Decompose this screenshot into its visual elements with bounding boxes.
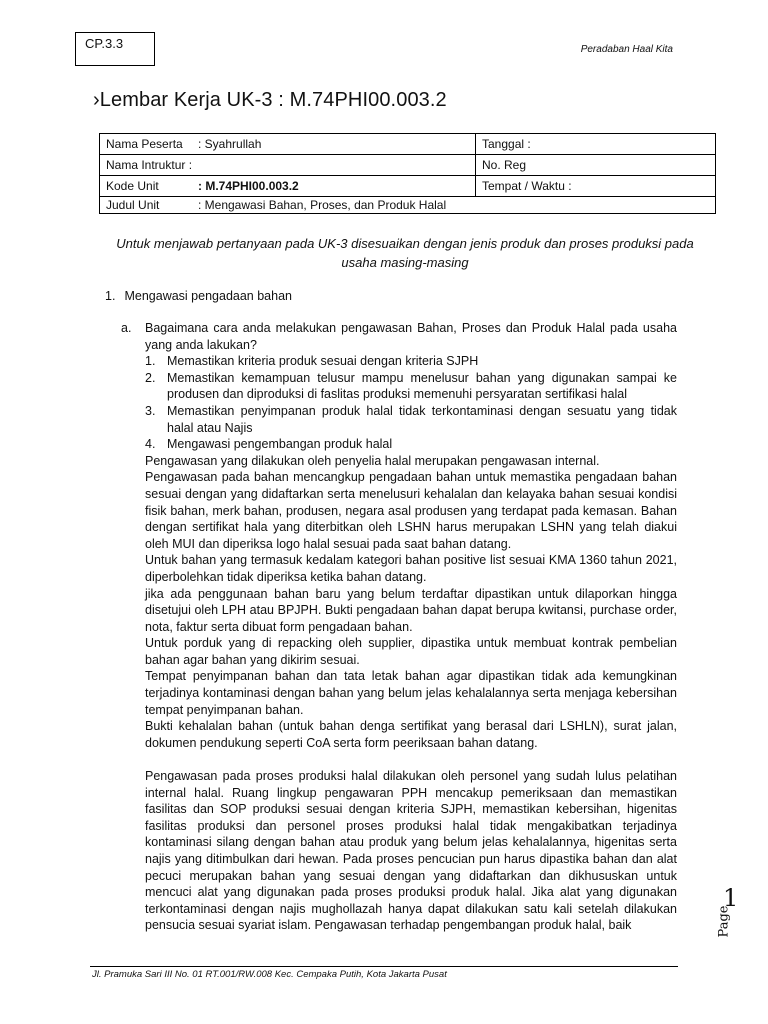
code-box [75,32,155,66]
tanggal-cell: Tanggal : [476,134,716,155]
footer-address: Jl. Pramuka Sari III No. 01 RT.001/RW.008 Kec. Cempaka Putih, Kota Jakarta Pusat [92,969,447,980]
question-letter: a. [121,321,132,335]
tempat-waktu-cell: Tempat / Waktu : [476,176,716,197]
header-tagline: Peradaban Haal Kita [580,44,673,55]
judul-unit-cell [100,197,716,214]
process-paragraph: Pengawasan pada proses produksi halal dilakukan oleh personel yang sudah lulus pelatihan internal halal. Ruang lingkup pengawaran PPH mencakup pemeriksaan dan memastikan fasilitas dan SOP produksi sesuai dengan kriteria SJPH, memastikan kebersihan, higenitas fasilitas produksi dan personel proses produksi halal tidak mengakibatkan terjadinya kontaminasi silang dengan bahan atau produk yang belum jelas kehalalannya, higenitas serta najis yang ditimbulkan dari hewan. Pada proses pencucian pun harus dipastika bahan dan alat pecuci merupakan bahan yang sesuai dengan yang didaftarkan dan dikhususkan untuk mencuci alat yang digunakan pada proses produksi produk halal. Jika alat yang digunakan terkontaminasi dengan najis mughollazah hanya dapat dilakukan satu kali setelah dilakukan pensucia sesuai syariat islam. Pengawasan terhadap pengembangan produk halal, baik [145,769,677,933]
paragraph: Pengawasan yang dilakukan oleh penyelia halal merupakan pengawasan internal. [145,453,600,468]
kode-unit-cell [100,176,476,197]
list-item [145,436,677,453]
steps-list [145,353,677,453]
footer-divider [90,966,678,967]
page-title: ›Lembar Kerja UK-3 : M.74PHI00.003.2 [93,89,447,111]
paragraph: Untuk porduk yang di repacking oleh supplier, dipastika untuk membuat kontrak pembelian bahan agar bahan yang dikirim sesuai. [145,636,677,667]
info-table [99,133,716,214]
answer-paragraphs [145,453,677,934]
section-heading [105,288,292,305]
step-text: Mengawasi pengembangan produk halal [167,437,393,452]
paragraph: Untuk bahan yang termasuk kedalam kategori bahan positive list sesuai KMA 1360 tahun 2021, diperbolehkan tidak diperiksa ketika bahan datang. [145,553,677,584]
document-code: CP.3.3 [85,36,124,51]
step-number: 2. [145,370,156,385]
table-row [100,134,716,155]
paragraph: Bukti kehalalan bahan (untuk bahan denga sertifikat yang berasal dari LSHLN), surat jalan, dokumen pendukung seperti CoA serta form peeriksaan bahan datang. [145,719,677,750]
page-number: 1 [723,884,739,912]
question-text: Bagaimana cara anda melakukan pengawasan Bahan, Proses dan Produk Halal pada usaha yang anda lakukan? [145,321,677,352]
step-text: Memastikan penyimpanan produk halal tidak terkontaminasi dengan sesuatu yang tidak halal atau Najis [167,403,677,435]
paragraph: Tempat penyimpanan bahan dan tata letak bahan agar dipastikan tidak ada kemungkinan terjadinya kontaminasi dengan bahan yang belum jelas kehalalannya serta menjaga kebersihan tempat penyimpanan bahan. [145,669,677,717]
step-number: 3. [145,403,156,418]
judul-unit-label: Judul Unit [106,198,160,212]
step-text: Memastikan kriteria produk sesuai dengan kriteria SJPH [167,354,479,369]
table-row [100,197,716,214]
nama-peserta-cell [100,134,476,155]
step-number: 4. [145,437,156,452]
page-number-label [714,884,748,938]
nama-peserta-value: : Syahrullah [198,137,262,151]
table-row [100,176,716,197]
page-word: Page [716,905,732,938]
instruction-text: Untuk menjawab pertanyaan pada UK-3 disesuaikan dengan jenis produk dan proses produksi pada usaha masing-masing [116,236,694,270]
judul-unit-value: : Mengawasi Bahan, Proses, dan Produk Halal [198,198,447,212]
kode-unit-label: Kode Unit [106,179,159,193]
step-text: Memastikan kemampuan telusur mampu menelusur bahan yang digunakan sampai ke produsen dan diproduksi di faslitas produksi memenuhi persyaratan sertifikasi halal [167,370,677,402]
nama-instruktur-cell: Nama Intruktur : [100,155,476,176]
section-number: 1. [105,289,116,303]
no-reg-cell: No. Reg [476,155,716,176]
list-item [145,403,677,436]
paragraph: Pengawasan pada bahan mencangkup pengadaan bahan untuk memastika pengadaan bahan sesuai dengan yang didaftarkan serta menelusuri kehalalan dan kelayaka bahan sesuai kondisi fisik bahan, merk bahan, produsen, negara asal produsen yang terdapat pada kemasan. Bahan dengan sertifikat hala yang diterbitkan oleh LSHN harus merupakan LSHN yang telah diakui oleh MUI dan diperiksa logo halal sesuai pada saat bahan datang. [145,470,677,551]
paragraph: jika ada penggunaan bahan baru yang belum terdaftar dipastikan untuk dilaporkan hingga disetujui oleh LPH atau BPJPH. Bukti pengadaan bahan dapat berupa kwitansi, purchase order, nota, faktur serta dibuat form pengadaan bahan. [145,586,677,634]
question-a-block [121,320,677,934]
list-item [145,370,677,403]
table-row [100,155,716,176]
list-item [145,353,677,370]
nama-peserta-label: Nama Peserta [106,137,183,151]
kode-unit-value: : M.74PHI00.003.2 [198,179,299,193]
step-number: 1. [145,354,156,369]
section-title: Mengawasi pengadaan bahan [124,289,292,303]
